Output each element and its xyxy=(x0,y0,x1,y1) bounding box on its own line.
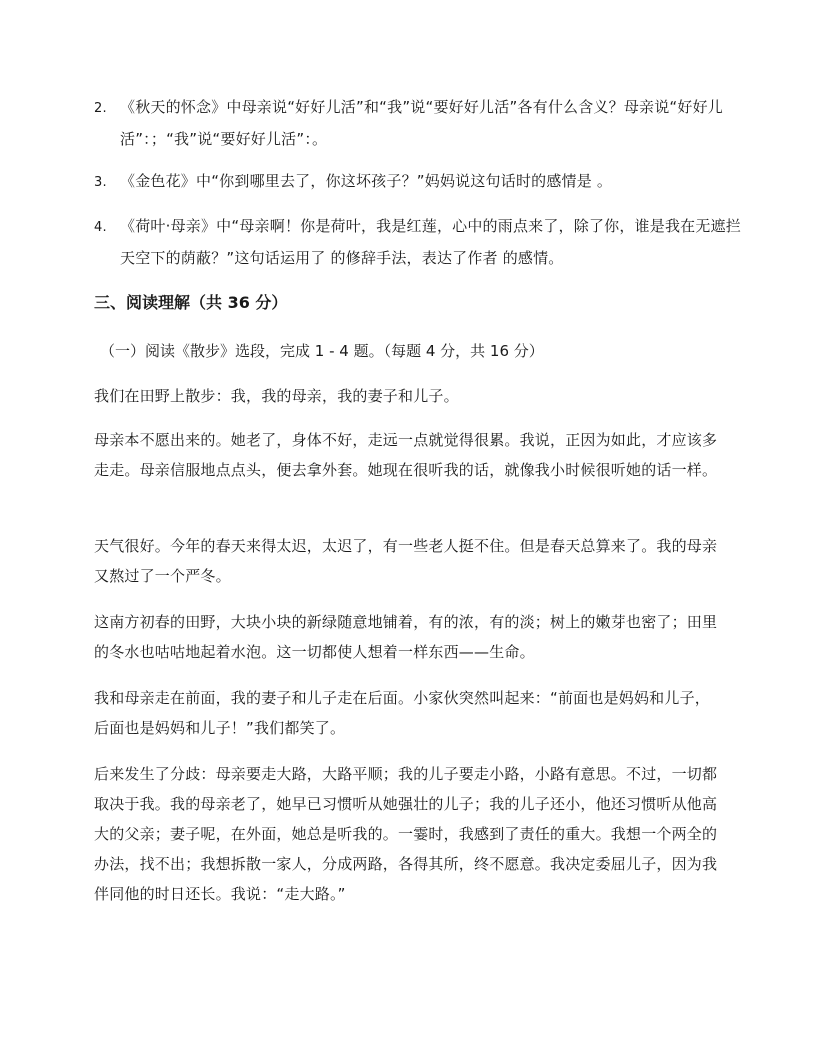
question-number: 4. xyxy=(94,220,107,235)
question-number: 3. xyxy=(94,175,107,190)
question-3 xyxy=(94,166,750,198)
passage-paragraph: 天气很好。今年的春天来得太迟，太迟了，有一些老人挺不住。但是春天总算来了。我的母亲又熬过了一个严冬。 xyxy=(94,537,718,585)
question-2 xyxy=(94,92,750,154)
question-number: 2. xyxy=(94,101,107,116)
question-text: 《秋天的怀念》中母亲说“好好儿活”和“我”说“要好好儿活”各有什么含义？母亲说“好好儿活”：；“我”说“要好好儿活”：。 xyxy=(120,98,724,148)
passage-paragraph: 母亲本不愿出来的。她老了，身体不好，走远一点就觉得很累。我说，正因为如此，才应该多走走。母亲信服地点点头，便去拿外套。她现在很听我的话，就像我小时候很听她的话一样。 xyxy=(94,431,718,479)
passage-paragraph: 这南方初春的田野，大块小块的新绿随意地铺着，有的浓，有的淡；树上的嫩芽也密了；田里的冬水也咕咕地起着水泡。这一切都使人想着一样东西——生命。 xyxy=(94,613,718,661)
passage-paragraph: 后来发生了分歧：母亲要走大路，大路平顺；我的儿子要走小路，小路有意思。不过，一切都取决于我。我的母亲老了，她早已习惯听从她强壮的儿子；我的儿子还小，他还习惯听从他高大的父亲；妻子呢，在外面，她总是听我的。一霎时，我感到了责任的重大。我想一个两全的办法，找不出；我想拆散一家人，分成两路，各得其所，终不愿意。我决定委屈儿子，因为我伴同他的时日还长。我说：“走大路。” xyxy=(94,765,718,903)
passage-paragraph: 我和母亲走在前面，我的妻子和儿子走在后面。小家伙突然叫起来：“前面也是妈妈和儿子，后面也是妈妈和儿子！”我们都笑了。 xyxy=(94,689,710,737)
question-text: 《金色花》中“你到哪里去了，你这坏孩子？”妈妈说这句话时的感情是 。 xyxy=(120,172,613,190)
passage-paragraph: 我们在田野上散步：我，我的母亲，我的妻子和儿子。 xyxy=(94,387,459,405)
question-4 xyxy=(94,211,750,273)
section-subheading: （一）阅读《散步》选段，完成 1 - 4 题。（每题 4 分，共 16 分） xyxy=(100,342,544,360)
question-text: 《荷叶·母亲》中“母亲啊！你是荷叶，我是红莲，心中的雨点来了，除了你，谁是我在无遮拦天空下的荫蔽？”这句话运用了 的修辞手法，表达了作者 的感情。 xyxy=(120,217,741,267)
section-heading: 三、阅读理解（共 36 分） xyxy=(94,293,288,312)
